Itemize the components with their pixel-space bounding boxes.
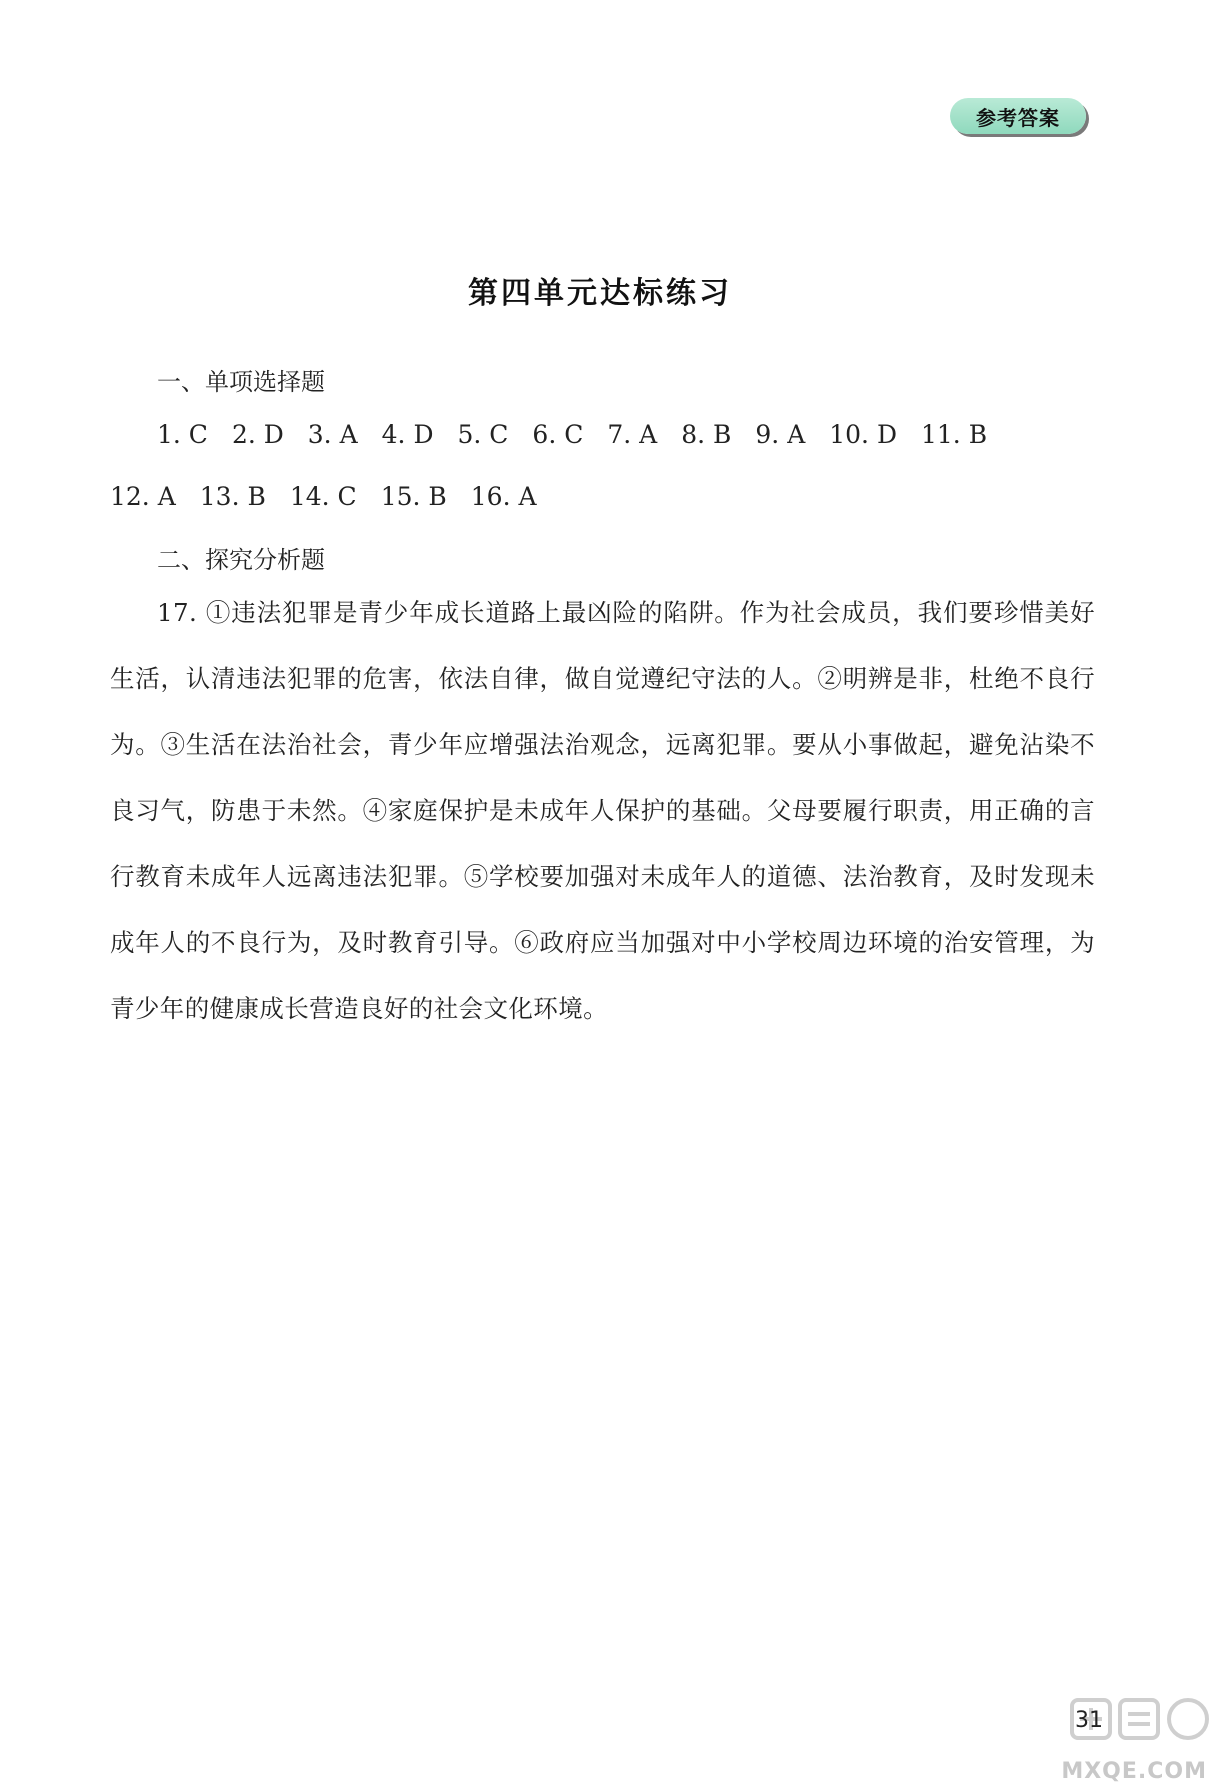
- answer-item: 8. B: [681, 420, 732, 449]
- answers-row-1: [157, 420, 1011, 449]
- answer-item: 6. C: [532, 420, 584, 449]
- answer-item: 5. C: [457, 420, 509, 449]
- answer-key-badge: 参考答案: [950, 98, 1086, 134]
- watermark-text: MXQE.COM: [1061, 1759, 1207, 1784]
- answer-item: 12. A: [110, 482, 176, 511]
- answer-item: 15. B: [380, 482, 447, 511]
- answer-item: 7. A: [607, 420, 658, 449]
- answer-item: 1. C: [157, 420, 208, 449]
- answer-item: 3. A: [307, 420, 358, 449]
- analysis-answer-paragraph: 17. ①违法犯罪是青少年成长道路上最凶险的陷阱。作为社会成员，我们要珍惜美好生活，认清违法犯罪的危害，依法自律，做自觉遵纪守法的人。②明辨是非，杜绝不良行为。③生活在法治社会，青少年应增强法治观念，远离犯罪。要从小事做起，避免沾染不良习气，防患于未然。④家庭保护是未成年人保护的基础。父母要履行职责，用正确的言行教育未成年人远离违法犯罪。⑤学校要加强对未成年人的道德、法治教育，及时发现未成年人的不良行为，及时教育引导。⑥政府应当加强对中小学校周边环境的治安管理，为青少年的健康成长营造良好的社会文化环境。: [110, 598, 1095, 1023]
- answer-item: 14. C: [289, 482, 357, 511]
- answer-item: 16. A: [470, 482, 537, 511]
- page-title: 第四单元达标练习: [468, 276, 732, 311]
- answer-item: 2. D: [231, 420, 284, 449]
- answer-item: 9. A: [755, 420, 806, 449]
- answer-item: 11. B: [921, 420, 988, 449]
- section-heading-multiple-choice: 一、单项选择题: [157, 368, 325, 396]
- answer-item: 4. D: [381, 420, 434, 449]
- answer-item: 10. D: [829, 420, 897, 449]
- section-heading-analysis: 二、探究分析题: [157, 546, 325, 574]
- answer-item: 13. B: [199, 482, 266, 511]
- answers-row-2: [110, 482, 561, 511]
- watermark-logo: [1050, 1690, 1215, 1790]
- page-number: 31: [1075, 1708, 1103, 1733]
